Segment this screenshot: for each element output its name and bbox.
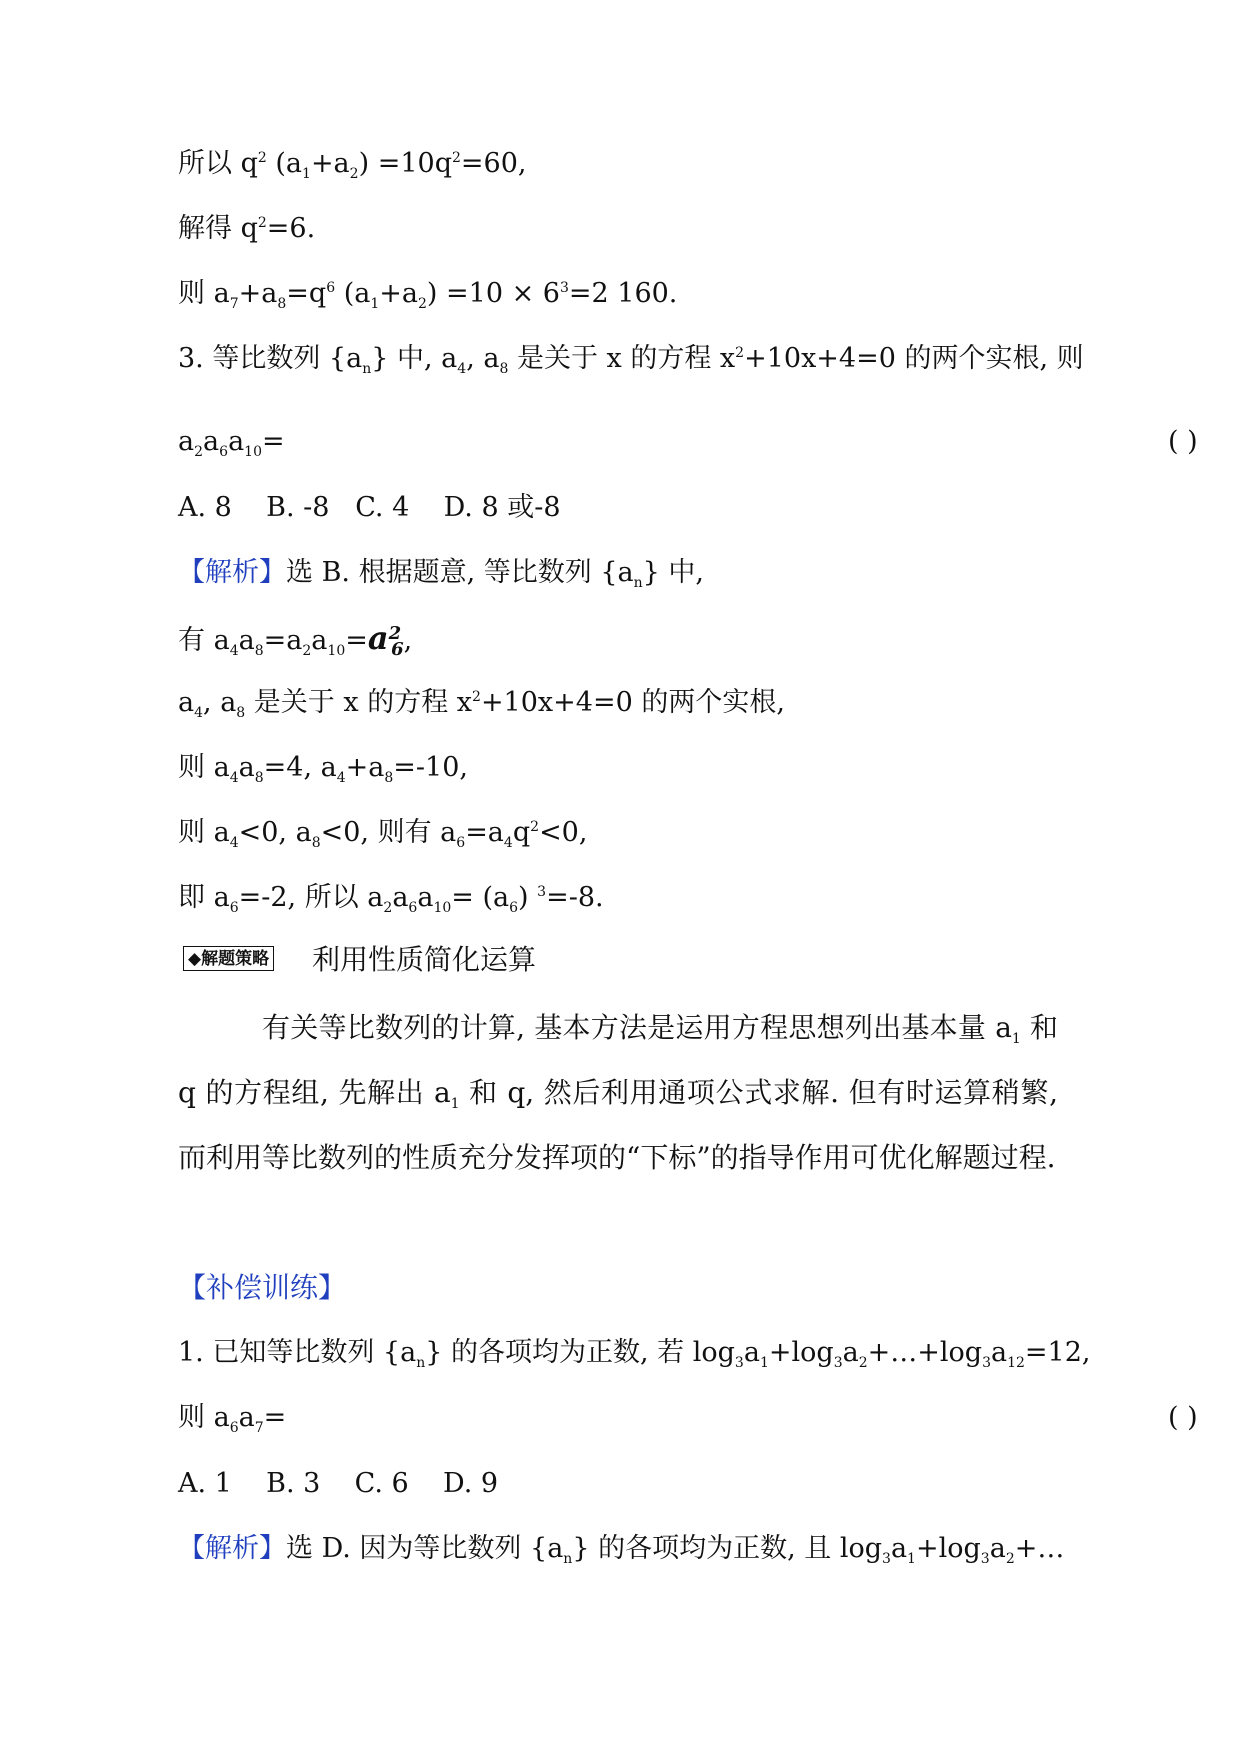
strategy-paragraph: 有关等比数列的计算, 基本方法是运用方程思想列出基本量 $a_1$ 和 q 的方程组, 先解出 $a_1$ 和 q, 然后利用通项公式求解. 但有时运算稍繁, 而利用等比数列的性质充分发挥项的“下标”的指导作用可优化解题过程. [178, 1011, 1058, 1174]
solution-line: 解得 $q^2=6$. [178, 213, 316, 244]
answer-blank: ( ) [1168, 426, 1198, 457]
solution-line: 【解析】选 B. 根据题意, 等比数列 $\{a_n\}$ 中, [178, 557, 704, 591]
solution-line: 则 $a_4a_8=4$, $a_4+a_8=-10$, [178, 752, 468, 786]
solution-line: 则 $a_7+a_8=q^6$ $(a_1+a_2) =10 \times 6^3=2$ 160. [178, 278, 678, 312]
solution-line: 即 $a_6=-2$, 所以 $a_2a_6a_{10}= (a_6)$ $^3$=-8. [178, 882, 604, 916]
solution-line: 有 $a_4a_8=a_2a_{10}=a^2_6$, [178, 619, 413, 660]
strategy-badge: ◆解题策略 [183, 946, 274, 971]
solution-line: 所以 $q^2$ $(a_1+a_2) =10q^2=60$, [178, 148, 527, 182]
practice-1-solution: 【解析】选 D. 因为等比数列 $\{a_n\}$ 的各项均为正数, 且 $\log_3a_1+\log_3a_2+\dots$ [178, 1533, 1065, 1567]
question-3: 3. 等比数列 $\{a_n\}$ 中, $a_4$, $a_8$ 是关于 x 的方程 $x^2+10x+4=0$ 的两个实根, 则 [178, 343, 1084, 377]
practice-1-cont: 则 $a_6a_7=$ [178, 1402, 287, 1436]
question-3-options: A. 8 B. -8 C. 4 D. 8 或-8 [178, 492, 561, 523]
solution-line: 则 $a_4<0$, $a_8<0$, 则有 $a_6=a_4q^2<0$, [178, 817, 588, 851]
analysis-tag: 【解析】 [178, 557, 286, 588]
answer-blank: ( ) [1168, 1402, 1198, 1433]
practice-1-options: A. 1 B. 3 C. 6 D. 9 [178, 1468, 499, 1499]
analysis-tag: 【解析】 [178, 1533, 286, 1564]
question-3-cont: $a_2a_6a_{10}=$ [178, 426, 285, 460]
solution-line: $a_4$, $a_8$ 是关于 x 的方程 $x^2+10x+4=0$ 的两个实根, [178, 687, 785, 721]
practice-1: 1. 已知等比数列 $\{a_n\}$ 的各项均为正数, 若 $\log_3a_1+\log_3a_2+\dots+\log_3a_{12}=12$, [178, 1337, 1091, 1371]
strategy-title: 利用性质简化运算 [312, 943, 537, 976]
compensation-heading: 【补偿训练】 [178, 1271, 347, 1304]
